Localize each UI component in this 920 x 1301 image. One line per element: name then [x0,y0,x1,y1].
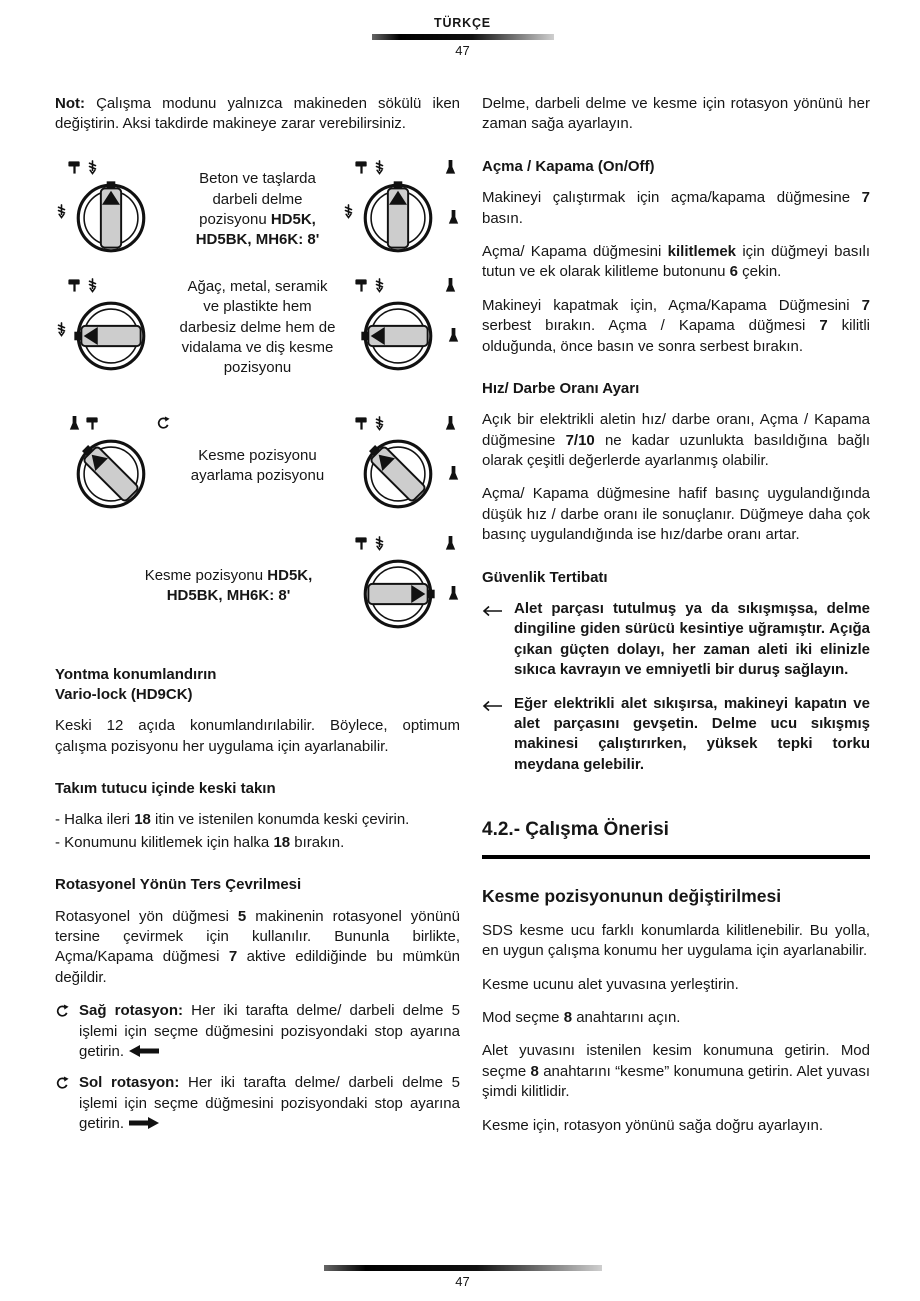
onoff-heading: Açma / Kapama (On/Off) [482,157,655,175]
hammer-icon [67,159,82,175]
hammer-icon [354,159,369,175]
rotation-direction-icon [55,1003,70,1019]
right-column [482,94,870,1149]
drill-bit-icon [54,203,69,219]
chisel-icon [446,465,461,481]
vario-lock-paragraph: Keski 12 açıda konumlandırılabilir. Böylece, optimum çalışma pozisyonu her uygulama için ayarlanabilir. [55,717,460,755]
mode-dial-diagrams [55,159,460,637]
left-rotation-text: Sol rotasyon: Her iki tarafta delme/ darbeli delme 5 işlemi için seçme düğmesini pozisyondaki stop ayarına getirin. [79,1074,460,1133]
cutting-paragraph-4: Alet yuvasını istenilen kesim konumuna getirin. Mod seçme 8 anahtarını “kesme” konumuna getirin. Alet yuvası şimdi kilitlidir. [482,1042,870,1101]
chisel-insert-heading: Takım tutucu içinde keski takın [55,780,276,798]
reverse-rotation-heading: Rotasyonel Yönün Ters Çevrilmesi [55,876,302,894]
dial-impact-drilling-b [342,159,460,261]
drill-bit-icon [372,159,387,175]
cutting-paragraph-2: Kesme ucunu alet yuvasına yerleştirin. [482,975,739,993]
cutting-paragraph-5: Kesme için, rotasyon yönünü sağa doğru ayarlayın. [482,1116,824,1134]
rotation-intro-paragraph: Delme, darbeli delme ve kesme için rotasyon yönünü her zaman sağa ayarlayın. [482,95,870,133]
chisel-step-1: - Halka ileri 18 itin ve istenilen konumda keski çevirin. [55,811,410,829]
dial-row-drilling [55,277,460,379]
dial-chisel-adjust-b [342,415,460,517]
hammer-icon [67,277,82,293]
hammer-icon [354,277,369,293]
drill-bit-icon [372,415,387,431]
dial-caption: Beton ve taşlarda darbeli delme pozisyonu HD5K, HD5BK, MH6K: 8' [195,170,320,249]
safety-heading: Güvenlik Tertibatı [482,568,608,586]
header-rule [372,34,554,40]
drill-bit-icon [372,277,387,293]
mode-selector-knob [72,435,150,513]
right-arrow-icon [129,1117,159,1129]
rotate-arrow-icon [156,415,171,431]
dial-chisel-adjust-a [55,415,173,517]
chisel-icon [443,159,458,175]
hammer-icon [354,535,369,551]
speed-heading: Hız/ Darbe Oranı Ayarı [482,379,640,397]
vario-lock-heading-line1: Yontma konumlandırın [55,665,217,683]
page-footer [55,1261,870,1289]
two-column-body [55,94,870,1149]
dial-row-impact-drilling [55,159,460,261]
safety-warning-text-2: Eğer elektrikli alet sıkışırsa, makineyi kapatın ve alet parçasını gevşetin. Delme ucu sıkışmış makinesi çalıştırırken, yüksek tepki torku meydana gelebilir. [514,694,870,773]
hammer-icon [354,415,369,431]
cutting-position-heading: Kesme pozisyonunun değiştirilmesi [482,885,782,906]
vario-lock-heading-line2: Vario-lock (HD9CK) [55,686,193,704]
cutting-paragraph-1: SDS kesme ucu farklı konumlarda kilitlenebilir. Bu yolla, en uygun çalışma konumu her uygulama için ayarlanabilir. [482,921,870,960]
mode-selector-knob [359,297,437,375]
speed-paragraph-2: Açma/ Kapama düğmesine hafif basınç uygulandığında düşük hız / darbe oranı ile sonuçlanır. Düğmeye daha çok basınç uygulandığında ise hız/darbe oranı artar. [482,485,870,544]
onoff-paragraph-2: Açma/ Kapama düğmesini kilitlemek için düğmeyi basılı tutun ve ek olarak kilitleme butonunu 6 çekin. [482,242,870,281]
mode-selector-knob [72,179,150,257]
mode-selector-knob [359,555,437,633]
page-number-top: 47 [455,43,470,58]
dial-impact-drilling-a [55,159,173,261]
dial-row-chiselling [55,535,460,637]
reverse-rotation-paragraph: Rotasyonel yön düğmesi 5 makinenin rotasyonel yönünü tersine çevirmek için kullanılır. Bununla birlikte, Açma/Kapama düğmesi 7 aktive edildiğinde bu mümkün değildir. [55,907,460,986]
drill-bit-icon [85,277,100,293]
onoff-paragraph-1: Makineyi çalıştırmak için açma/kapama düğmesine 7 basın. [482,189,870,227]
drill-bit-icon [85,159,100,175]
chisel-icon [443,415,458,431]
left-arrow-icon [482,700,504,712]
page-number-bottom: 47 [455,1274,470,1289]
chisel-step-2: - Konumunu kilitlemek için halka 18 bırakın. [55,833,345,851]
safety-warning-text-1: Alet parçası tutulmuş ya da sıkışmışsa, delme dingiline giden sürücü kesintiye uğramıştır. Açığa çıkan güçten dolayı, her zaman aleti iki elinizle sıkıca kavrayın ve emniyetli bir duruş sağlayın. [514,600,870,679]
chisel-icon [446,327,461,343]
chisel-icon [446,585,461,601]
drill-bit-icon [372,535,387,551]
dial-row-chisel-adjust [55,415,460,517]
right-rotation-text: Sağ rotasyon: Her iki tarafta delme/ darbeli delme 5 işlemi için seçme düğmesini pozisyondaki stop ayarına getirin. [79,1002,460,1060]
section-heading: 4.2.- Çalışma Önerisi [482,819,669,841]
dial-caption: Ağaç, metal, seramik ve plastikte hem darbesiz delme hem de vidalama ve diş kesme pozisyonu [179,278,336,377]
chisel-icon [443,535,458,551]
safety-warning-bullet-1 [482,599,870,681]
right-rotation-bullet [55,1001,460,1062]
safety-warning-bullet-2 [482,694,870,776]
left-arrow-icon [129,1045,159,1057]
dial-chiselling [342,535,460,637]
rotation-direction-icon [55,1075,70,1091]
dial-caption: Kesme pozisyonu ayarlama pozisyonu [190,446,325,484]
mode-selector-knob [359,435,437,513]
note-paragraph: Not: Çalışma modunu yalnızca makineden sökülü iken değiştirin. Aksi takdirde makineye zarar verebilirsiniz. [55,95,461,133]
language-label: TÜRKÇE [434,16,491,30]
section-rule [482,855,870,859]
dial-drilling-b [342,277,460,379]
drill-bit-icon [341,203,356,219]
drill-bit-icon [54,321,69,337]
cutting-paragraph-3: Mod seçme 8 anahtarını açın. [482,1009,681,1027]
left-rotation-bullet [55,1073,460,1134]
dial-drilling-a [55,277,173,379]
left-column [55,94,460,1149]
page-header [55,16,870,58]
footer-rule [324,1265,602,1271]
vario-lock-heading [55,665,460,706]
hammer-icon [85,415,100,431]
speed-paragraph-1: Açık bir elektrikli aletin hız/ darbe oranı, Açma / Kapama düğmesine 7/10 ne kadar uzunlukta basıldığına bağlı olarak çeşitli değerlerde ayarlanmış olabilir. [482,411,870,470]
dial-caption: Kesme pozisyonu HD5K, HD5BK, MH6K: 8' [144,566,313,604]
mode-selector-knob [359,179,437,257]
chisel-icon [446,209,461,225]
left-arrow-icon [482,605,504,617]
mode-selector-knob [72,297,150,375]
chisel-icon [443,277,458,293]
onoff-paragraph-3: Makineyi kapatmak için, Açma/Kapama Düğmesini 7 serbest bırakın. Açma / Kapama düğmesi 7 kilitli olduğunda, önce basın ve sonra serbest bırakın. [482,296,870,355]
dial-spacer [55,535,95,637]
chisel-icon [67,415,82,431]
